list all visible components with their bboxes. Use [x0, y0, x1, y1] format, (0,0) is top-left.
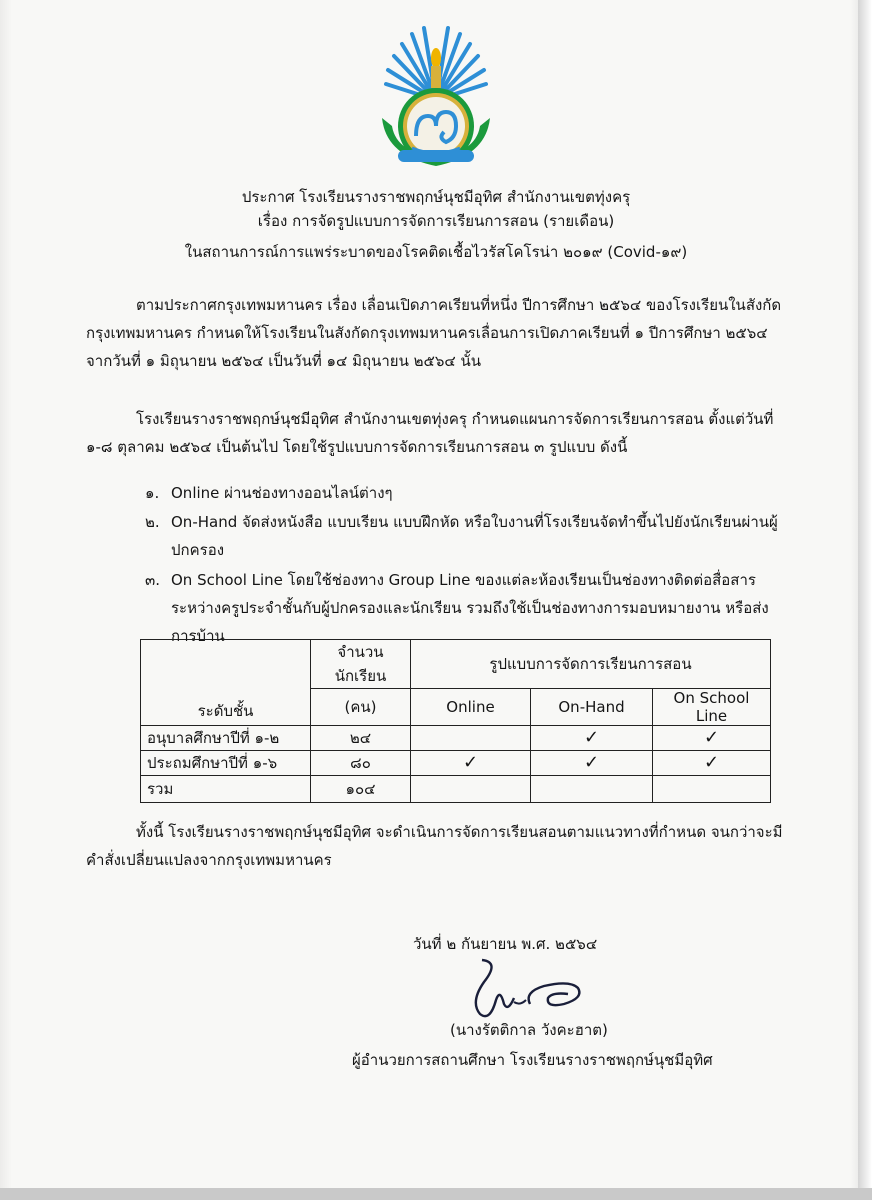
- school-seal-logo: [376, 26, 496, 178]
- announcement-context: ในสถานการณ์การแพร่ระบาดของโรคติดเชื้อไวรัสโคโรน่า ๒๐๑๙ (Covid-๑๙): [184, 243, 688, 261]
- table-header-schoolline: On School Line: [653, 689, 771, 726]
- list-item-text: On-Hand จัดส่งหนังสือ แบบเรียน แบบฝึกหัด หรือใบงานที่โรงเรียนจัดทำขึ้นไปยังนักเรียนผ่านผู้ปกครอง: [171, 513, 778, 559]
- signer-position: ผู้อำนวยการสถานศึกษา โรงเรียนรางราชพฤกษ์นุชมีอุทิศ: [352, 1051, 713, 1069]
- cell-schoolline: ✓: [653, 751, 771, 776]
- announcement-date: วันที่ ๒ กันยายน พ.ศ. ๒๕๖๔: [413, 935, 598, 953]
- paragraph-1-text: ตามประกาศกรุงเทพมหานคร เรื่อง เลื่อนเปิดภาคเรียนที่หนึ่ง ปีการศึกษา ๒๕๖๔ ของโรงเรียนในสังกัดกรุงเทพมหานคร กำหนดให้โรงเรียนในสังกัดกรุงเทพมหานครเลื่อนการเปิดภาคเรียนที่ ๑ ปีการศึกษา ๒๕๖๔ จากวันที่ ๑ มิถุนายน ๒๕๖๔ เป็นวันที่ ๑๔ มิถุนายน ๒๕๖๔ นั้น: [86, 296, 782, 370]
- table-header-level: ระดับชั้น: [141, 640, 311, 726]
- paragraph-3-text: ทั้งนี้ โรงเรียนรางราชพฤกษ์นุชมีอุทิศ จะดำเนินการจัดการเรียนสอนตามแนวทางที่กำหนด จนกว่าจะมีคำสั่งเปลี่ยนแปลงจากกรุงเทพมหานคร: [86, 823, 783, 869]
- cell-onhand: [531, 776, 653, 803]
- cell-schoolline: ✓: [653, 726, 771, 751]
- page-bottom-edge: [0, 1188, 872, 1200]
- paragraph-1: [86, 291, 786, 375]
- cell-onhand: ✓: [531, 726, 653, 751]
- table-row: [141, 776, 771, 803]
- list-item-number: ๓.: [145, 571, 161, 589]
- cell-count: ๑๐๔: [311, 776, 411, 803]
- cell-level: อนุบาลศึกษาปีที่ ๑-๒: [141, 726, 311, 751]
- paragraph-2: [86, 405, 786, 461]
- table-row: [141, 751, 771, 776]
- signer-name: (นางรัตติกาล วังคะฮาต): [450, 1021, 608, 1039]
- cell-level: ประถมศึกษาปีที่ ๑-๖: [141, 751, 311, 776]
- cell-onhand: ✓: [531, 751, 653, 776]
- cell-count: ๒๔: [311, 726, 411, 751]
- table-header-format: รูปแบบการจัดการเรียนการสอน: [411, 640, 771, 689]
- list-item-number: ๒.: [145, 513, 160, 531]
- teaching-format-table: [140, 639, 771, 803]
- table-header-online: Online: [411, 689, 531, 726]
- table-header-count: จำนวนนักเรียน: [311, 640, 411, 689]
- announcement-subject: เรื่อง การจัดรูปแบบการจัดการเรียนการสอน (รายเดือน): [257, 212, 615, 230]
- list-item-text: Online ผ่านช่องทางออนไลน์ต่างๆ: [171, 484, 393, 502]
- table-header-onhand: On-Hand: [531, 689, 653, 726]
- cell-online: [411, 726, 531, 751]
- list-item-text: On School Line โดยใช้ช่องทาง Group Line ของแต่ละห้องเรียนเป็นช่องทางติดต่อสื่อสารระหว่างครูประจำชั้นกับผู้ปกครองและนักเรียน รวมถึงใช้เป็นช่องทางการมอบหมายงาน หรือส่งการบ้าน: [171, 571, 769, 645]
- announcement-title: ประกาศ โรงเรียนรางราชพฤกษ์นุชมีอุทิศ สำนักงานเขตทุ่งครุ: [241, 188, 631, 206]
- page-edge-shadow: [858, 0, 872, 1200]
- cell-level: รวม: [141, 776, 311, 803]
- cell-online: [411, 776, 531, 803]
- cell-count: ๘๐: [311, 751, 411, 776]
- cell-online: ✓: [411, 751, 531, 776]
- table-header-count-unit: (คน): [311, 689, 411, 726]
- table-row: [141, 726, 771, 751]
- cell-schoolline: [653, 776, 771, 803]
- list-item-number: ๑.: [145, 484, 160, 502]
- paragraph-3: [86, 818, 786, 874]
- paragraph-2-text: โรงเรียนรางราชพฤกษ์นุชมีอุทิศ สำนักงานเขตทุ่งครุ กำหนดแผนการจัดการเรียนการสอน ตั้งแต่วันที่ ๑-๘ ตุลาคม ๒๕๖๔ เป็นต้นไป โดยใช้รูปแบบการจัดการเรียนการสอน ๓ รูปแบบ ดังนี้: [86, 410, 774, 456]
